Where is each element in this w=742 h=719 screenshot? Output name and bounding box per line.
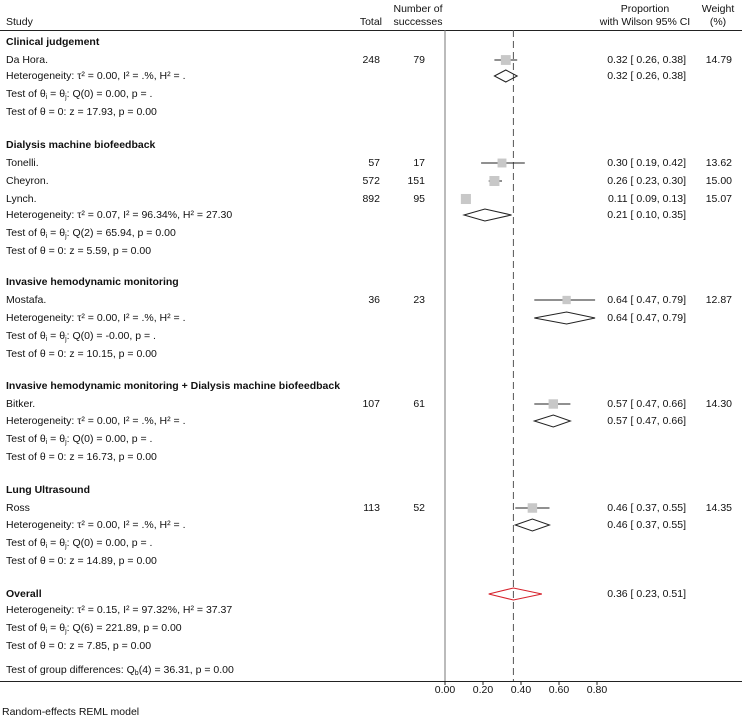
z-test-text: Test of θ = 0: z = 16.73, p = 0.00	[6, 451, 157, 463]
subtotal-ci: 0.32 [ 0.26, 0.38]	[607, 70, 686, 82]
x-tick-label: 0.80	[586, 684, 608, 696]
overall-heterogeneity-text: Heterogeneity: τ² = 0.15, I² = 97.32%, H² = 37.37	[6, 604, 233, 616]
heterogeneity-text: Heterogeneity: τ² = 0.00, I² = .%, H² = .	[6, 70, 186, 82]
study-successes: 17	[413, 157, 425, 169]
z-test-text: Test of θ = 0: z = 17.93, p = 0.00	[6, 106, 157, 118]
study-marker	[549, 399, 558, 408]
subtotal-ci: 0.57 [ 0.47, 0.66]	[607, 415, 686, 427]
study-name: Cheyron.	[6, 175, 49, 187]
study-successes: 95	[413, 193, 425, 205]
subtotal-ci: 0.64 [ 0.47, 0.79]	[607, 312, 686, 324]
z-test-text: Test of θ = 0: z = 14.89, p = 0.00	[6, 555, 157, 567]
study-ci: 0.46 [ 0.37, 0.55]	[607, 502, 686, 514]
header-weight-line2: (%)	[709, 16, 727, 28]
study-marker	[562, 296, 570, 304]
overall-homogeneity-test-text: Test of $\theta_i = \theta_j$: Q(6) = 221.89, p = 0.00	[6, 622, 182, 635]
group-title: Invasive hemodynamic monitoring + Dialysis machine biofeedback	[6, 380, 341, 392]
study-marker	[489, 176, 499, 186]
study-ci: 0.30 [ 0.19, 0.42]	[607, 157, 686, 169]
header-ci-line2: with Wilson 95% CI	[599, 16, 691, 28]
study-successes: 61	[413, 398, 425, 410]
heterogeneity-text: Heterogeneity: τ² = 0.00, I² = .%, H² = .	[6, 312, 186, 324]
study-name: Mostafa.	[6, 294, 47, 306]
overall-title: Overall	[6, 588, 42, 600]
overall-z-test-text: Test of θ = 0: z = 7.85, p = 0.00	[6, 640, 152, 652]
overall-diamond	[489, 588, 542, 600]
study-total: 107	[362, 398, 380, 410]
group-differences-test-text: Test of group differences: $Q_b(4) = 36.31$, p = 0.00	[6, 664, 234, 677]
study-weight: 15.07	[705, 193, 732, 205]
header-successes-line2: successes	[393, 16, 443, 28]
study-marker	[501, 55, 511, 65]
study-marker	[528, 503, 537, 512]
study-successes: 23	[413, 294, 425, 306]
study-weight: 15.00	[705, 175, 732, 187]
study-name: Tonelli.	[6, 157, 39, 169]
homogeneity-test-text: Test of $\theta_i = \theta_j$: Q(0) = 0.00, p = .	[6, 537, 153, 550]
group-title: Lung Ultrasound	[6, 484, 90, 496]
study-weight: 14.30	[705, 398, 732, 410]
study-ci: 0.26 [ 0.23, 0.30]	[607, 175, 686, 187]
x-tick-label: 0.40	[510, 684, 532, 696]
subtotal-ci: 0.46 [ 0.37, 0.55]	[607, 519, 686, 531]
homogeneity-test-text: Test of $\theta_i = \theta_j$: Q(2) = 65.94, p = 0.00	[6, 227, 176, 240]
study-weight: 14.35	[705, 502, 732, 514]
heterogeneity-text: Heterogeneity: τ² = 0.07, I² = 96.34%, H² = 27.30	[6, 209, 233, 221]
study-name: Lynch.	[6, 193, 37, 205]
study-name: Bitker.	[6, 398, 36, 410]
model-footnote: Random-effects REML model	[2, 706, 140, 718]
header-ci-line1: Proportion	[620, 3, 670, 15]
header-successes-line1: Number of	[393, 3, 443, 15]
subtotal-ci: 0.21 [ 0.10, 0.35]	[607, 209, 686, 221]
study-total: 113	[363, 502, 380, 514]
heterogeneity-text: Heterogeneity: τ² = 0.00, I² = .%, H² = .	[6, 415, 186, 427]
study-successes: 52	[413, 502, 425, 514]
subtotal-diamond	[464, 209, 512, 221]
study-marker	[498, 159, 507, 168]
z-test-text: Test of θ = 0: z = 5.59, p = 0.00	[6, 245, 152, 257]
study-name: Da Hora.	[6, 54, 49, 66]
study-successes: 79	[413, 54, 425, 66]
x-tick-label: 0.60	[548, 684, 570, 696]
group-title: Clinical judgement	[6, 36, 100, 48]
homogeneity-test-text: Test of $\theta_i = \theta_j$: Q(0) = 0.00, p = .	[6, 88, 153, 101]
study-weight: 12.87	[705, 294, 732, 306]
study-weight: 14.79	[705, 54, 732, 66]
heterogeneity-text: Heterogeneity: τ² = 0.00, I² = .%, H² = .	[6, 519, 186, 531]
study-total: 36	[368, 294, 380, 306]
study-ci: 0.11 [ 0.09, 0.13]	[607, 193, 686, 205]
study-marker	[461, 194, 471, 204]
header-weight-line1: Weight	[701, 3, 735, 15]
x-tick-label: 0.20	[472, 684, 494, 696]
study-ci: 0.32 [ 0.26, 0.38]	[607, 54, 686, 66]
homogeneity-test-text: Test of $\theta_i = \theta_j$: Q(0) = -0.00, p = .	[6, 330, 156, 343]
homogeneity-test-text: Test of $\theta_i = \theta_j$: Q(0) = 0.00, p = .	[6, 433, 153, 446]
study-weight: 13.62	[705, 157, 732, 169]
study-ci: 0.64 [ 0.47, 0.79]	[607, 294, 686, 306]
subtotal-diamond	[534, 312, 595, 324]
group-title: Dialysis machine biofeedback	[6, 139, 156, 151]
study-total: 572	[362, 175, 380, 187]
study-ci: 0.57 [ 0.47, 0.66]	[607, 398, 686, 410]
header-total: Total	[359, 16, 382, 28]
header-study: Study	[6, 16, 33, 28]
z-test-text: Test of θ = 0: z = 10.15, p = 0.00	[6, 348, 157, 360]
group-title: Invasive hemodynamic monitoring	[6, 276, 179, 288]
x-tick-label: 0.00	[434, 684, 456, 696]
overall-ci: 0.36 [ 0.23, 0.51]	[607, 588, 686, 600]
study-total: 248	[362, 54, 380, 66]
study-successes: 151	[407, 175, 425, 187]
subtotal-diamond	[515, 519, 549, 531]
study-total: 57	[368, 157, 380, 169]
study-name: Ross	[6, 502, 30, 514]
subtotal-diamond	[534, 415, 570, 427]
study-total: 892	[362, 193, 380, 205]
